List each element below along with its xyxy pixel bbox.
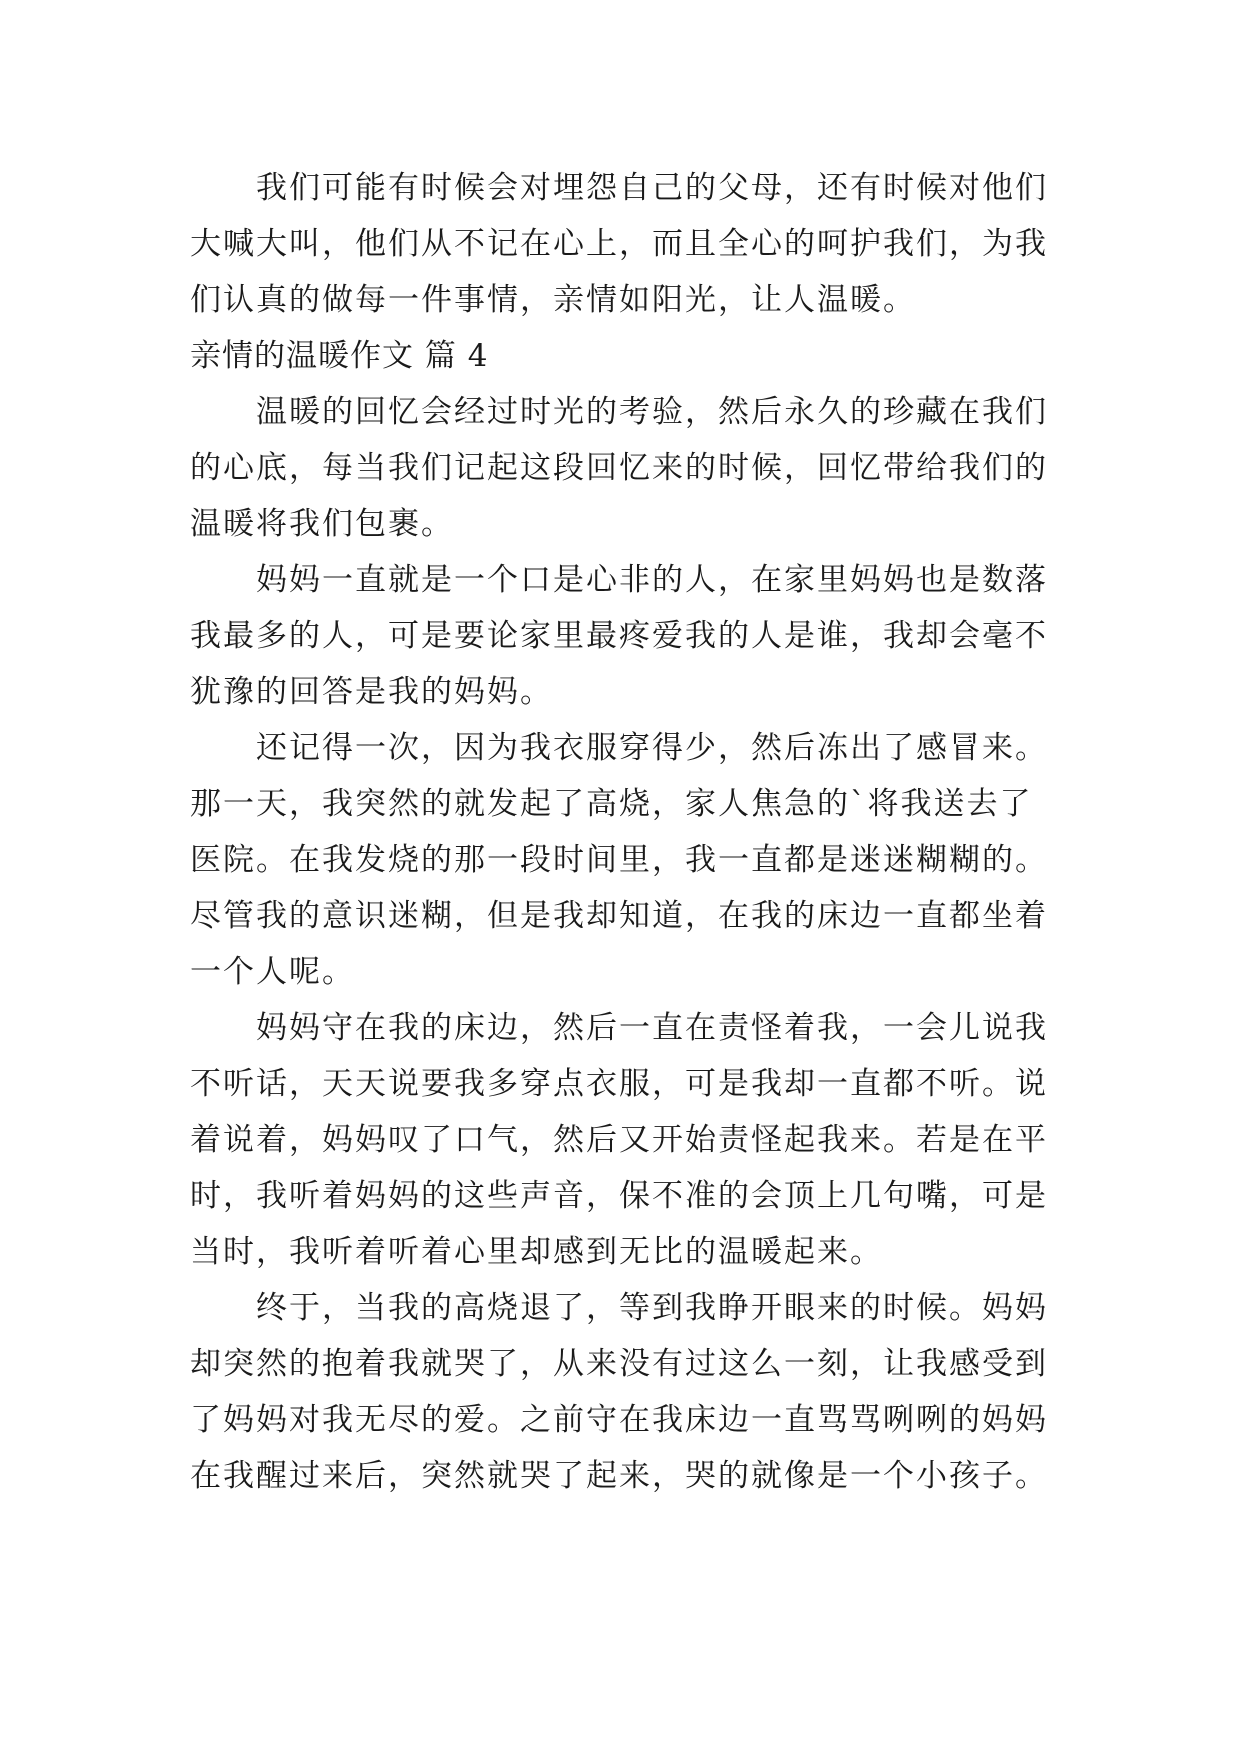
text-line: 却突然的抱着我就哭了，从来没有过这么一刻，让我感受到: [190, 1346, 1048, 1382]
text-line: 时，我听着妈妈的这些声音，保不准的会顶上几句嘴，可是: [190, 1178, 1048, 1214]
text-line: 们认真的做每一件事情，亲情如阳光，让人温暖。: [190, 282, 916, 318]
text-line: 温暖的回忆会经过时光的考验，然后永久的珍藏在我们: [256, 394, 1048, 430]
paragraph: [190, 720, 1070, 1000]
text-line: 不听话，天天说要我多穿点衣服，可是我却一直都不听。说: [190, 1066, 1048, 1102]
text-line: 着说着，妈妈叹了口气，然后又开始责怪起我来。若是在平: [190, 1122, 1048, 1158]
text-line: 那一天，我突然的就发起了高烧，家人焦急的`将我送去了: [190, 786, 1033, 822]
text-line: 在我醒过来后，突然就哭了起来，哭的就像是一个小孩子。: [190, 1458, 1048, 1494]
text-line: 终于，当我的高烧退了，等到我睁开眼来的时候。妈妈: [256, 1290, 1048, 1326]
text-line: 一个人呢。: [190, 954, 355, 990]
text-line: 我们可能有时候会对埋怨自己的父母，还有时候对他们: [256, 170, 1048, 206]
text-line: 了妈妈对我无尽的爱。之前守在我床边一直骂骂咧咧的妈妈: [190, 1402, 1048, 1438]
paragraph: [190, 160, 1070, 328]
heading-line: 亲情的温暖作文 篇 4: [190, 338, 489, 374]
text-line: 当时，我听着听着心里却感到无比的温暖起来。: [190, 1234, 883, 1270]
text-line: 犹豫的回答是我的妈妈。: [190, 674, 553, 710]
text-line: 妈妈守在我的床边，然后一直在责怪着我，一会儿说我: [256, 1010, 1048, 1046]
text-line: 大喊大叫，他们从不记在心上，而且全心的呵护我们，为我: [190, 226, 1048, 262]
text-line: 我最多的人，可是要论家里最疼爱我的人是谁，我却会毫不: [190, 618, 1048, 654]
paragraph: [190, 384, 1070, 552]
section-heading: [190, 328, 1070, 384]
paragraph: [190, 1280, 1070, 1504]
text-line: 医院。在我发烧的那一段时间里，我一直都是迷迷糊糊的。: [190, 842, 1048, 878]
text-line: 尽管我的意识迷糊，但是我却知道，在我的床边一直都坐着: [190, 898, 1048, 934]
text-line: 的心底，每当我们记起这段回忆来的时候，回忆带给我们的: [190, 450, 1048, 486]
paragraph: [190, 552, 1070, 720]
text-line: 妈妈一直就是一个口是心非的人，在家里妈妈也是数落: [256, 562, 1048, 598]
paragraph: [190, 1000, 1070, 1280]
document-body: [190, 160, 1070, 1504]
text-line: 温暖将我们包裹。: [190, 506, 454, 542]
text-line: 还记得一次，因为我衣服穿得少，然后冻出了感冒来。: [256, 730, 1048, 766]
